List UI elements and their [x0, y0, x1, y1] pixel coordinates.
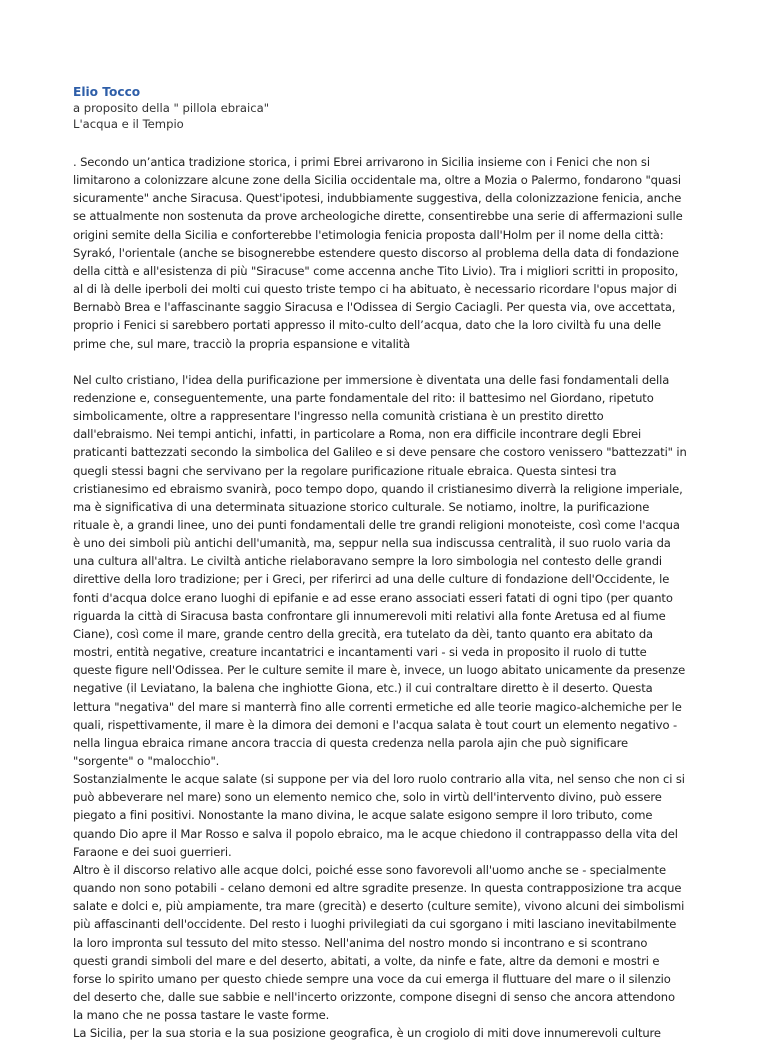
paragraph-3: Sostanzialmente le acque salate (si suppone per via del loro ruolo contrario alla vita, nel senso che non ci si può abbeverare nel mare) sono un elemento nemico che, solo in virtù dell'intervento divino, può essere piegato a fini positivi. Nonostante la mano divina, le acque salate esigono sempre il loro tributo, come quando Dio apre il Mar Rosso e salva il popolo ebraico, ma le acque chiedono il contrappasso della vita del Faraone e dei suoi guerrieri. — [73, 772, 685, 859]
document-header — [73, 84, 693, 132]
paragraph-4: Altro è il discorso relativo alle acque dolci, poiché esse sono favorevoli all'uomo anche se - specialmente quando non sono potabili - celano demoni ed altre sgradite presenze. In questa contrapposizione tra acque salate e dolci e, più ampiamente, tra mare (grecità) e deserto (culture semite), vivono alcuni dei simbolismi più affascinanti dell'occidente. Del resto i luoghi privilegiati da cui sgorgano i miti lasciano inevitabilmente la loro impronta sul tessuto del mito stesso. Nell'anima del nostro mondo si incontrano e si scontrano questi grandi simboli del mare e del deserto, abitati, a volte, da ninfe e fate, altre da demoni e mostri e forse lo spirito umano per questo chiede sempre una voce da cui emerga il fluttuare del mare o il silenzio del deserto che, dalle sue sabbie e nell'incerto orizzonte, compone disegni di senso che ancora attendono la mano che ne possa tastare le vaste forme. — [73, 862, 685, 1023]
document-subtitle: a proposito della " pillola ebraica" — [73, 101, 270, 115]
author-name: Elio Tocco — [73, 85, 141, 99]
paragraph-2: Nel culto cristiano, l'idea della purificazione per immersione è diventata una delle fasi fondamentali della redenzione e, conseguentemente, una parte fondamentale del rito: il battesimo nel Giordano, ripetuto simbolicamente, oltre a rappresentare l'ingresso nella comunità cristiana è un prestito diretto dall'ebraismo. Nei tempi antichi, infatti, in particolare a Roma, non era difficile incontrare degli Ebrei praticanti battezzati secondo la simbolica del Galileo e si deve pensare che costoro venissero "battezzati" in quegli stessi bagni che servivano per la regolare purificazione rituale ebraica. Questa sintesi tra cristianesimo ed ebraismo svanirà, poco tempo dopo, quando il cristianesimo diverrà la religione imperiale, ma è significativa di una determinata situazione storico culturale. Se notiamo, inoltre, la purificazione rituale è, a grandi linee, uno dei punti fondamentali delle tre grandi religioni monoteiste, così come l'acqua è uno dei simboli più antichi dell'umanità, ma, seppur nella sua indiscussa centralità, il suo ruolo varia da una cultura all'altra. Le civiltà antiche rielaboravano sempre la loro simbologia nel contesto delle grandi direttive della loro tradizione; per i Greci, per riferirci ad una delle culture di fondazione dell'Occidente, le fonti d'acqua dolce erano luoghi di epifanie e ad esse erano associati esseri fatati di ogni tipo (per quanto riguarda la città di Siracusa basta confrontare gli innumerevoli miti relativi alla fonte Aretusa ed al fiume Ciane), così come il mare, grande centro della grecità, era tutelato da dèi, tanto quanto era abitato da mostri, entità negative, creature incantatrici e incantamenti vari - si veda in proposito il ruolo di tutte queste figure nell'Odissea. Per le culture semite il mare è, invece, un luogo abitato unicamente da presenze negative (il Leviatano, la balena che inghiotte Giona, etc.) il cui contraltare diretto è il deserto. Questa lettura "negativa" del mare si manterrà fino alle correnti ermetiche ed alle teorie magico-alchemiche per le quali, rispettivamente, il mare è la dimora dei demoni e l'acqua salata è tout court un elemento negativo - nella lingua ebraica rimane ancora traccia di questa credenza nella parola ajin che può significare "sorgente" o "malocchio". — [73, 372, 687, 768]
paragraph-5: La Sicilia, per la sua storia e la sua posizione geografica, è un crogiolo di miti dove innumerevoli culture — [73, 1026, 661, 1041]
article-body — [73, 153, 713, 1043]
paragraph-1: . Secondo un’antica tradizione storica, i primi Ebrei arrivarono in Sicilia insieme con i Fenici che non si limitarono a colonizzare alcune zone della Sicilia occidentale ma, oltre a Mozia o Palermo, fondarono "quasi sicuramente" anche Siracusa. Quest'ipotesi, indubbiamente suggestiva, della colonizzazione fenicia, anche se attualmente non sostenuta da prove archeologiche dirette, consentirebbe una serie di affermazioni sulle origini semite della Sicilia e conforterebbe l'etimologia fenicia proposta dall'Holm per il nome della città: Syrakó, l'orientale (anche se bisognerebbe estendere questo discorso al problema della data di fondazione della città e all'esistenza di più "Siracuse" come accenna anche Tito Livio). Tra i migliori scritti in proposito, al di là delle iperboli dei molti cui questo triste tempo ci ha abituato, è necessario ricordare l'opus major di Bernabò Brea e l'affascinante saggio Siracusa e l'Odissea di Sergio Caciagli. Per questa via, ove accettata, proprio i Fenici si sarebbero portati appresso il mito-culto dell’acqua, dato che la loro civiltà fu una delle prime che, sul mare, tracciò la propria espansione e vitalità — [73, 155, 683, 351]
document-title: L'acqua e il Tempio — [73, 117, 184, 131]
